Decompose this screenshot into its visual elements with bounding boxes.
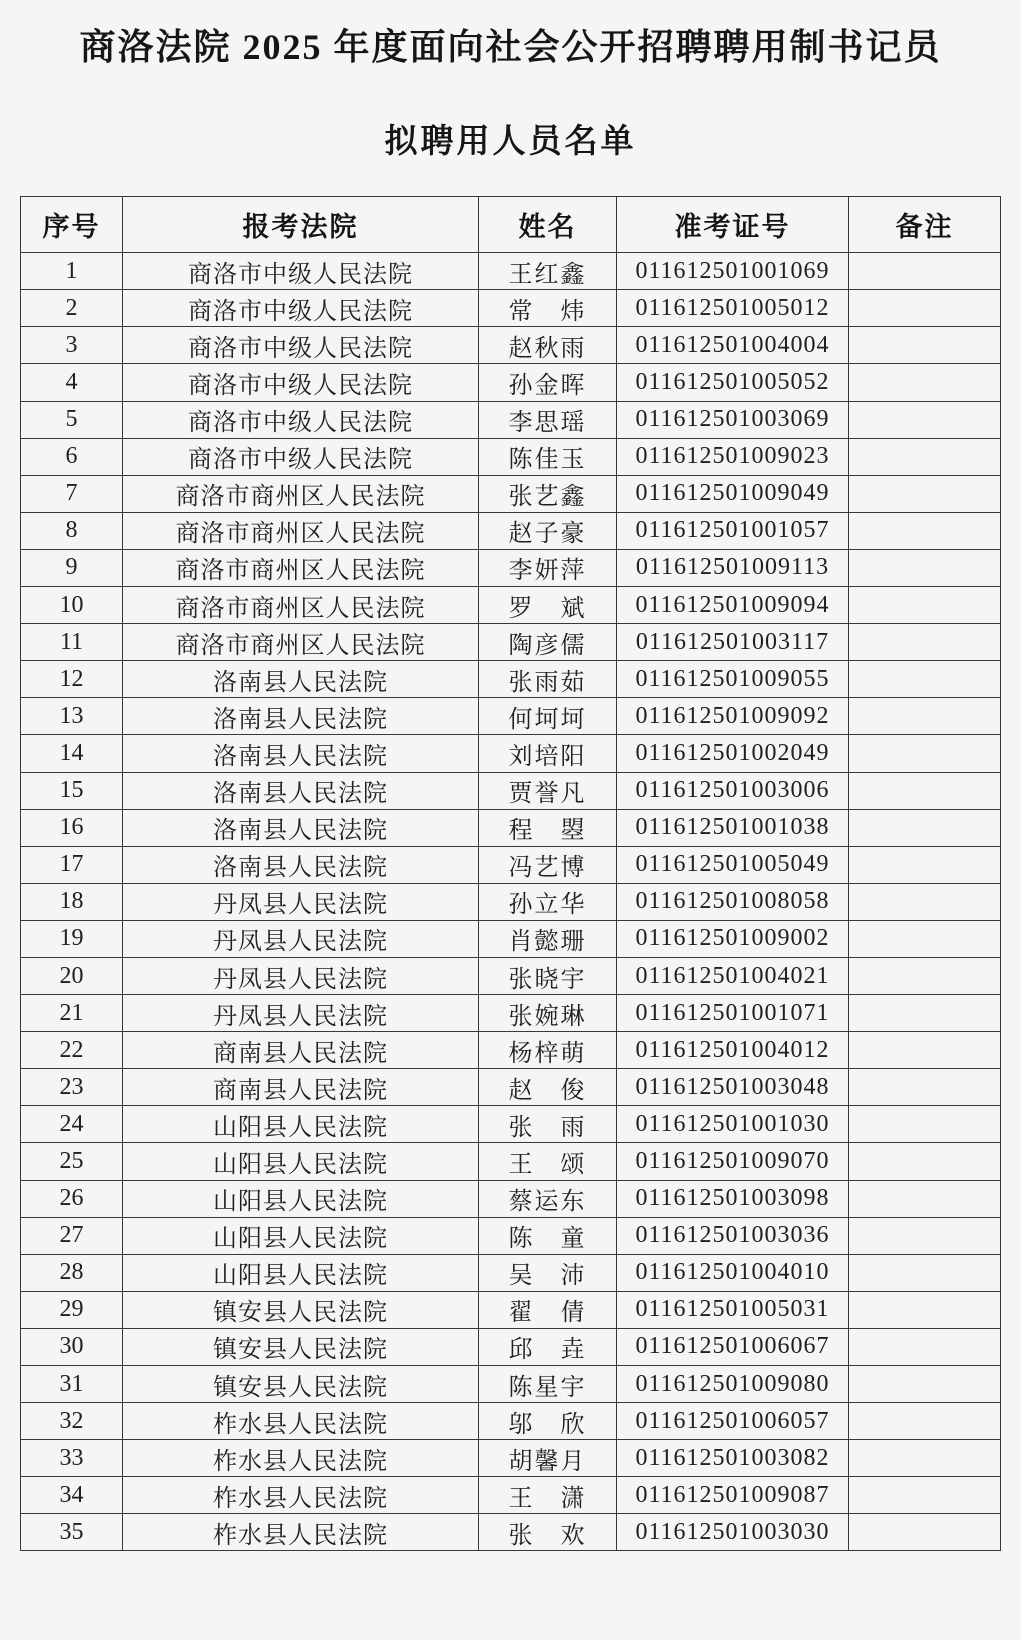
col-header-id: 准考证号 bbox=[617, 197, 849, 253]
cell-court: 洛南县人民法院 bbox=[123, 809, 479, 846]
cell-name: 孙立华 bbox=[479, 883, 617, 920]
cell-id: 011612501004010 bbox=[617, 1254, 849, 1291]
cell-remark bbox=[849, 587, 1001, 624]
table-row bbox=[21, 624, 1001, 661]
table-row bbox=[21, 1032, 1001, 1069]
table-row bbox=[21, 587, 1001, 624]
cell-court: 商洛市中级人民法院 bbox=[123, 438, 479, 475]
col-header-no: 序号 bbox=[21, 197, 123, 253]
cell-remark bbox=[849, 661, 1001, 698]
cell-id: 011612501003030 bbox=[617, 1514, 849, 1551]
cell-remark bbox=[849, 253, 1001, 290]
cell-no: 4 bbox=[21, 364, 123, 401]
cell-court: 山阳县人民法院 bbox=[123, 1143, 479, 1180]
cell-no: 34 bbox=[21, 1477, 123, 1514]
cell-remark bbox=[849, 1143, 1001, 1180]
cell-no: 7 bbox=[21, 475, 123, 512]
cell-remark bbox=[849, 1328, 1001, 1365]
cell-no: 19 bbox=[21, 920, 123, 957]
cell-remark bbox=[849, 809, 1001, 846]
cell-no: 10 bbox=[21, 587, 123, 624]
cell-name: 张 欢 bbox=[479, 1514, 617, 1551]
cell-no: 23 bbox=[21, 1069, 123, 1106]
cell-court: 商洛市商州区人民法院 bbox=[123, 512, 479, 549]
cell-court: 柞水县人民法院 bbox=[123, 1440, 479, 1477]
cell-name: 吴 沛 bbox=[479, 1254, 617, 1291]
cell-remark bbox=[849, 772, 1001, 809]
cell-name: 赵秋雨 bbox=[479, 327, 617, 364]
cell-no: 21 bbox=[21, 995, 123, 1032]
cell-id: 011612501003098 bbox=[617, 1180, 849, 1217]
cell-name: 王 颂 bbox=[479, 1143, 617, 1180]
cell-name: 陈 童 bbox=[479, 1217, 617, 1254]
cell-no: 3 bbox=[21, 327, 123, 364]
cell-no: 30 bbox=[21, 1328, 123, 1365]
cell-remark bbox=[849, 438, 1001, 475]
cell-id: 011612501009002 bbox=[617, 920, 849, 957]
cell-id: 011612501003006 bbox=[617, 772, 849, 809]
cell-court: 商洛市中级人民法院 bbox=[123, 253, 479, 290]
cell-court: 镇安县人民法院 bbox=[123, 1291, 479, 1328]
table-body bbox=[21, 253, 1001, 1551]
cell-court: 洛南县人民法院 bbox=[123, 698, 479, 735]
cell-no: 18 bbox=[21, 883, 123, 920]
cell-id: 011612501009055 bbox=[617, 661, 849, 698]
cell-id: 011612501001069 bbox=[617, 253, 849, 290]
cell-no: 22 bbox=[21, 1032, 123, 1069]
cell-court: 商洛市中级人民法院 bbox=[123, 401, 479, 438]
cell-name: 王 潇 bbox=[479, 1477, 617, 1514]
cell-no: 24 bbox=[21, 1106, 123, 1143]
cell-court: 丹凤县人民法院 bbox=[123, 957, 479, 994]
cell-id: 011612501003082 bbox=[617, 1440, 849, 1477]
cell-remark bbox=[849, 1403, 1001, 1440]
cell-name: 李妍萍 bbox=[479, 549, 617, 586]
cell-no: 28 bbox=[21, 1254, 123, 1291]
table-row bbox=[21, 1328, 1001, 1365]
cell-id: 011612501001038 bbox=[617, 809, 849, 846]
table-row bbox=[21, 661, 1001, 698]
table-row bbox=[21, 1366, 1001, 1403]
table-row bbox=[21, 1403, 1001, 1440]
cell-court: 商洛市中级人民法院 bbox=[123, 290, 479, 327]
table-row bbox=[21, 327, 1001, 364]
cell-no: 5 bbox=[21, 401, 123, 438]
cell-id: 011612501005052 bbox=[617, 364, 849, 401]
table-row bbox=[21, 290, 1001, 327]
cell-id: 011612501006057 bbox=[617, 1403, 849, 1440]
cell-id: 011612501005049 bbox=[617, 846, 849, 883]
cell-id: 011612501003048 bbox=[617, 1069, 849, 1106]
table-row bbox=[21, 772, 1001, 809]
cell-court: 商洛市商州区人民法院 bbox=[123, 475, 479, 512]
cell-no: 17 bbox=[21, 846, 123, 883]
cell-remark bbox=[849, 290, 1001, 327]
cell-court: 商洛市中级人民法院 bbox=[123, 327, 479, 364]
cell-remark bbox=[849, 735, 1001, 772]
cell-no: 14 bbox=[21, 735, 123, 772]
table-row bbox=[21, 920, 1001, 957]
cell-no: 12 bbox=[21, 661, 123, 698]
cell-remark bbox=[849, 1514, 1001, 1551]
table-row bbox=[21, 253, 1001, 290]
cell-remark bbox=[849, 549, 1001, 586]
cell-remark bbox=[849, 1106, 1001, 1143]
table-row bbox=[21, 364, 1001, 401]
cell-no: 8 bbox=[21, 512, 123, 549]
table-row bbox=[21, 1254, 1001, 1291]
cell-remark bbox=[849, 1217, 1001, 1254]
cell-court: 洛南县人民法院 bbox=[123, 772, 479, 809]
table-row bbox=[21, 957, 1001, 994]
cell-id: 011612501002049 bbox=[617, 735, 849, 772]
cell-id: 011612501001071 bbox=[617, 995, 849, 1032]
cell-court: 洛南县人民法院 bbox=[123, 735, 479, 772]
table-row bbox=[21, 475, 1001, 512]
cell-no: 9 bbox=[21, 549, 123, 586]
hired-personnel-table bbox=[20, 196, 1001, 1551]
cell-id: 011612501001057 bbox=[617, 512, 849, 549]
cell-court: 丹凤县人民法院 bbox=[123, 883, 479, 920]
col-header-name: 姓名 bbox=[479, 197, 617, 253]
table-row bbox=[21, 995, 1001, 1032]
cell-name: 翟 倩 bbox=[479, 1291, 617, 1328]
cell-remark bbox=[849, 698, 1001, 735]
cell-name: 杨梓萌 bbox=[479, 1032, 617, 1069]
table-row bbox=[21, 1514, 1001, 1551]
cell-id: 011612501009049 bbox=[617, 475, 849, 512]
cell-remark bbox=[849, 846, 1001, 883]
cell-remark bbox=[849, 1254, 1001, 1291]
cell-name: 刘培阳 bbox=[479, 735, 617, 772]
table-row bbox=[21, 735, 1001, 772]
cell-id: 011612501009087 bbox=[617, 1477, 849, 1514]
table-row bbox=[21, 1477, 1001, 1514]
cell-id: 011612501008058 bbox=[617, 883, 849, 920]
cell-court: 镇安县人民法院 bbox=[123, 1366, 479, 1403]
cell-remark bbox=[849, 364, 1001, 401]
cell-no: 32 bbox=[21, 1403, 123, 1440]
cell-no: 1 bbox=[21, 253, 123, 290]
cell-remark bbox=[849, 1069, 1001, 1106]
cell-remark bbox=[849, 1366, 1001, 1403]
cell-id: 011612501004021 bbox=[617, 957, 849, 994]
cell-name: 肖懿珊 bbox=[479, 920, 617, 957]
cell-remark bbox=[849, 1180, 1001, 1217]
table-row bbox=[21, 549, 1001, 586]
cell-name: 李思瑶 bbox=[479, 401, 617, 438]
cell-no: 15 bbox=[21, 772, 123, 809]
table-row bbox=[21, 1440, 1001, 1477]
cell-court: 洛南县人民法院 bbox=[123, 846, 479, 883]
page-title: 商洛法院 2025 年度面向社会公开招聘聘用制书记员 bbox=[79, 27, 942, 67]
cell-no: 25 bbox=[21, 1143, 123, 1180]
table-row bbox=[21, 1106, 1001, 1143]
cell-remark bbox=[849, 1440, 1001, 1477]
cell-court: 商洛市商州区人民法院 bbox=[123, 587, 479, 624]
cell-court: 商洛市商州区人民法院 bbox=[123, 624, 479, 661]
cell-name: 胡馨月 bbox=[479, 1440, 617, 1477]
cell-no: 13 bbox=[21, 698, 123, 735]
table-row bbox=[21, 401, 1001, 438]
cell-id: 011612501003036 bbox=[617, 1217, 849, 1254]
cell-no: 2 bbox=[21, 290, 123, 327]
cell-name: 赵 俊 bbox=[479, 1069, 617, 1106]
cell-name: 孙金晖 bbox=[479, 364, 617, 401]
cell-name: 冯艺博 bbox=[479, 846, 617, 883]
cell-id: 011612501004012 bbox=[617, 1032, 849, 1069]
cell-id: 011612501009094 bbox=[617, 587, 849, 624]
cell-court: 山阳县人民法院 bbox=[123, 1254, 479, 1291]
table-row bbox=[21, 438, 1001, 475]
col-header-court: 报考法院 bbox=[123, 197, 479, 253]
cell-no: 11 bbox=[21, 624, 123, 661]
table-row bbox=[21, 1180, 1001, 1217]
cell-id: 011612501009113 bbox=[617, 549, 849, 586]
cell-court: 山阳县人民法院 bbox=[123, 1217, 479, 1254]
table-row bbox=[21, 1143, 1001, 1180]
cell-no: 6 bbox=[21, 438, 123, 475]
cell-no: 16 bbox=[21, 809, 123, 846]
cell-no: 35 bbox=[21, 1514, 123, 1551]
cell-id: 011612501009092 bbox=[617, 698, 849, 735]
cell-name: 张婉琳 bbox=[479, 995, 617, 1032]
cell-id: 011612501001030 bbox=[617, 1106, 849, 1143]
table-row bbox=[21, 1291, 1001, 1328]
cell-name: 邱 垚 bbox=[479, 1328, 617, 1365]
cell-remark bbox=[849, 883, 1001, 920]
cell-remark bbox=[849, 1032, 1001, 1069]
page-subtitle: 拟聘用人员名单 bbox=[384, 124, 637, 161]
cell-court: 商南县人民法院 bbox=[123, 1069, 479, 1106]
cell-id: 011612501009023 bbox=[617, 438, 849, 475]
cell-name: 何坷坷 bbox=[479, 698, 617, 735]
cell-name: 赵子豪 bbox=[479, 512, 617, 549]
cell-id: 011612501009080 bbox=[617, 1366, 849, 1403]
cell-remark bbox=[849, 624, 1001, 661]
cell-name: 邬 欣 bbox=[479, 1403, 617, 1440]
cell-remark bbox=[849, 327, 1001, 364]
cell-name: 张雨茹 bbox=[479, 661, 617, 698]
cell-name: 张晓宇 bbox=[479, 957, 617, 994]
header-row bbox=[21, 197, 1001, 253]
cell-remark bbox=[849, 475, 1001, 512]
cell-name: 张艺鑫 bbox=[479, 475, 617, 512]
cell-remark bbox=[849, 1291, 1001, 1328]
cell-no: 31 bbox=[21, 1366, 123, 1403]
cell-court: 丹凤县人民法院 bbox=[123, 920, 479, 957]
table-row bbox=[21, 809, 1001, 846]
cell-no: 27 bbox=[21, 1217, 123, 1254]
cell-name: 蔡运东 bbox=[479, 1180, 617, 1217]
cell-no: 29 bbox=[21, 1291, 123, 1328]
cell-name: 贾誉凡 bbox=[479, 772, 617, 809]
col-header-remark: 备注 bbox=[849, 197, 1001, 253]
cell-court: 山阳县人民法院 bbox=[123, 1106, 479, 1143]
cell-court: 商南县人民法院 bbox=[123, 1032, 479, 1069]
table-row bbox=[21, 846, 1001, 883]
cell-court: 丹凤县人民法院 bbox=[123, 995, 479, 1032]
cell-id: 011612501009070 bbox=[617, 1143, 849, 1180]
cell-name: 陈星宇 bbox=[479, 1366, 617, 1403]
cell-court: 洛南县人民法院 bbox=[123, 661, 479, 698]
cell-name: 陶彦儒 bbox=[479, 624, 617, 661]
cell-remark bbox=[849, 920, 1001, 957]
cell-court: 镇安县人民法院 bbox=[123, 1328, 479, 1365]
cell-remark bbox=[849, 401, 1001, 438]
cell-name: 程 曌 bbox=[479, 809, 617, 846]
cell-id: 011612501005012 bbox=[617, 290, 849, 327]
cell-name: 王红鑫 bbox=[479, 253, 617, 290]
table-row bbox=[21, 698, 1001, 735]
cell-name: 常 炜 bbox=[479, 290, 617, 327]
cell-remark bbox=[849, 1477, 1001, 1514]
cell-name: 张 雨 bbox=[479, 1106, 617, 1143]
cell-name: 陈佳玉 bbox=[479, 438, 617, 475]
cell-name: 罗 斌 bbox=[479, 587, 617, 624]
cell-id: 011612501005031 bbox=[617, 1291, 849, 1328]
cell-no: 33 bbox=[21, 1440, 123, 1477]
cell-id: 011612501006067 bbox=[617, 1328, 849, 1365]
cell-remark bbox=[849, 957, 1001, 994]
cell-remark bbox=[849, 512, 1001, 549]
cell-no: 20 bbox=[21, 957, 123, 994]
cell-court: 柞水县人民法院 bbox=[123, 1514, 479, 1551]
cell-court: 柞水县人民法院 bbox=[123, 1403, 479, 1440]
table-row bbox=[21, 1069, 1001, 1106]
table-row bbox=[21, 1217, 1001, 1254]
table-row bbox=[21, 883, 1001, 920]
cell-id: 011612501003117 bbox=[617, 624, 849, 661]
cell-remark bbox=[849, 995, 1001, 1032]
cell-court: 商洛市中级人民法院 bbox=[123, 364, 479, 401]
table-row bbox=[21, 512, 1001, 549]
cell-id: 011612501004004 bbox=[617, 327, 849, 364]
cell-court: 柞水县人民法院 bbox=[123, 1477, 479, 1514]
cell-court: 商洛市商州区人民法院 bbox=[123, 549, 479, 586]
cell-id: 011612501003069 bbox=[617, 401, 849, 438]
cell-court: 山阳县人民法院 bbox=[123, 1180, 479, 1217]
cell-no: 26 bbox=[21, 1180, 123, 1217]
